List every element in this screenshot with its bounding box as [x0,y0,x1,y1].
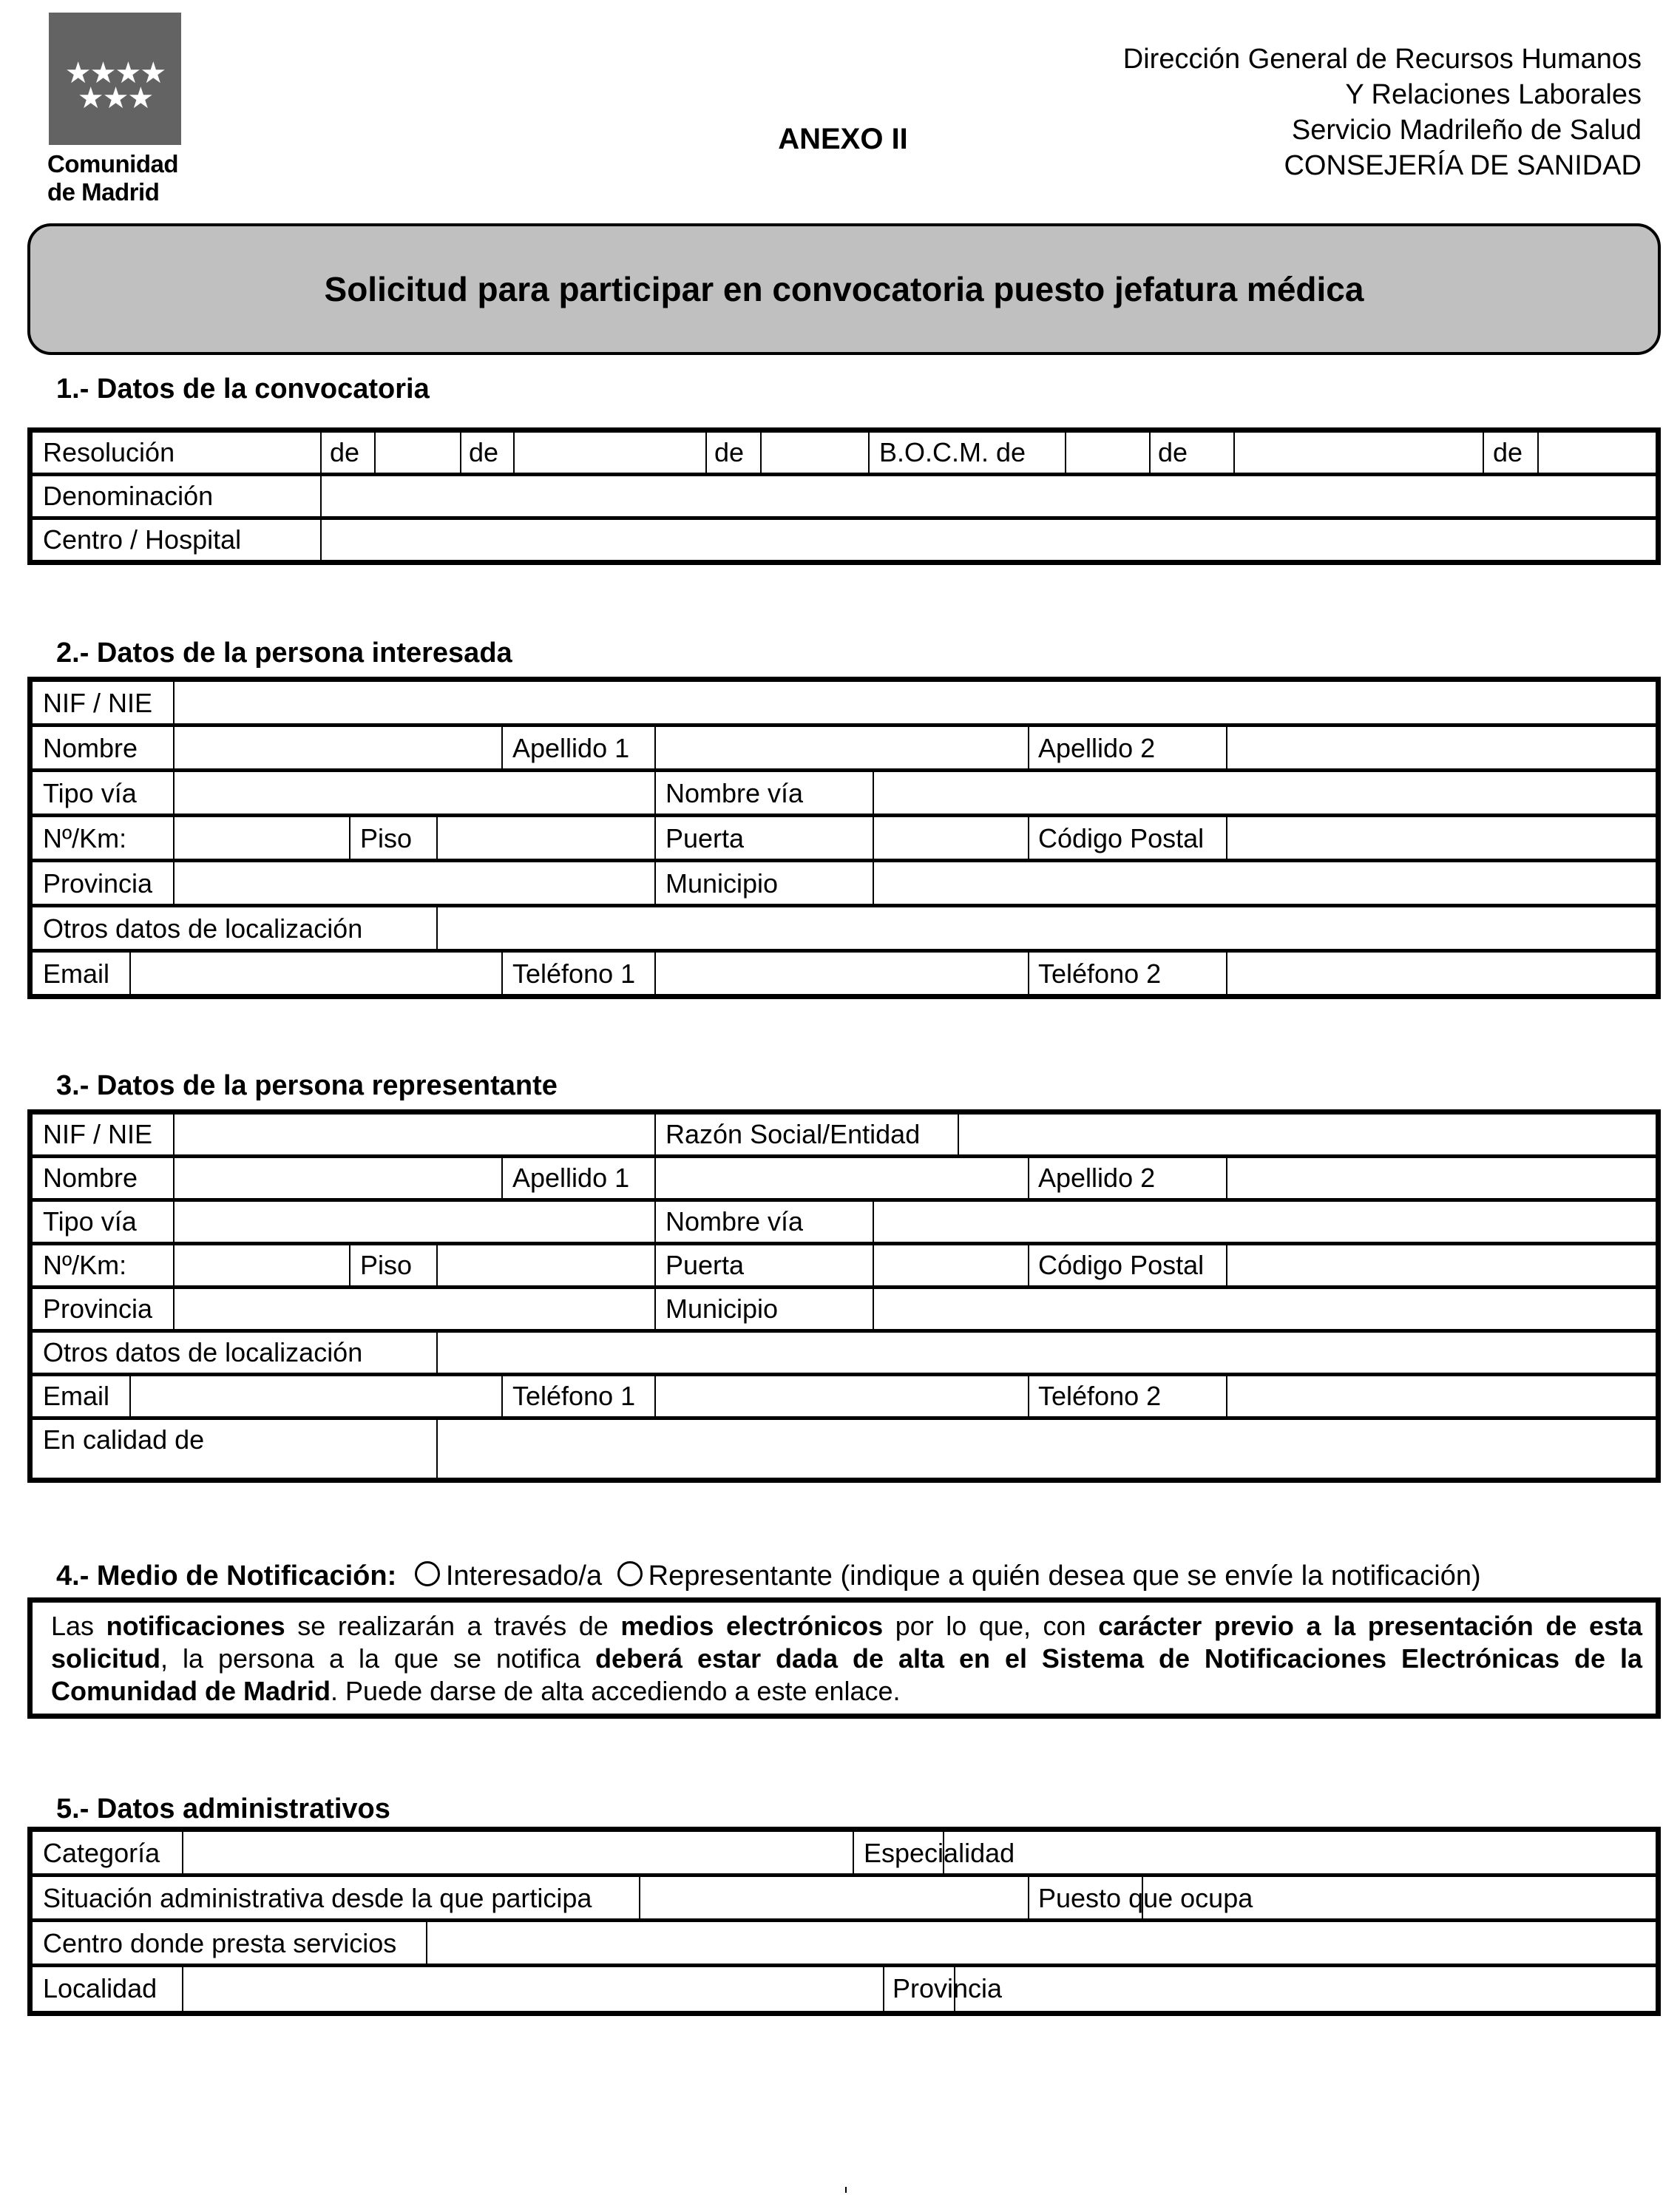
email-field[interactable] [131,953,501,994]
de-label: de [714,437,745,467]
telefono1-label: Teléfono 1 [512,958,636,989]
section5-heading: 5.- Datos administrativos [56,1793,390,1824]
puerta-label: Puerta [665,823,745,853]
notification-method-line [56,1560,1481,1592]
email-label: Email [43,1381,110,1411]
rep-nombre-via-field[interactable] [874,1202,1656,1242]
telefono1-label: Teléfono 1 [512,1381,636,1411]
en-calidad-field[interactable] [438,1420,1656,1478]
rep-tipo-via-field[interactable] [175,1202,654,1242]
bocm-month-field[interactable] [1235,433,1483,473]
telefono2-label: Teléfono 2 [1038,958,1162,989]
provincia-label: Provincia [43,1293,153,1324]
de-label: de [1493,437,1523,467]
telefono1-field[interactable] [656,953,1028,994]
annex-label: ANEXO II [778,123,908,155]
piso-field[interactable] [438,817,654,859]
apellido1-field[interactable] [656,727,1028,768]
centro-servicios-label: Centro donde presta servicios [43,1928,397,1958]
organization-block: Dirección General de Recursos Humanos Y Relaciones Laborales Servicio Madrileño de Salud CONSEJERÍA DE SANIDAD [1122,44,1642,181]
localidad-label: Localidad [43,1973,158,2003]
logo-text: Comunidad de Madrid [47,150,178,206]
email-label: Email [43,958,110,989]
telefono2-label: Teléfono 2 [1038,1381,1162,1411]
rep-nif-field[interactable] [175,1115,654,1154]
especialidad-field[interactable] [944,1832,1656,1873]
tipo-via-label: Tipo vía [43,1206,137,1237]
apellido1-label: Apellido 1 [512,1163,630,1193]
nif-label: NIF / NIE [43,1119,153,1149]
denominacion-field[interactable] [322,476,1656,516]
categoria-label: Categoría [43,1838,160,1868]
resolucion-year-field[interactable] [762,433,868,473]
radio-representante-label: Representante [648,1560,833,1592]
administrativos-grid [27,1827,1661,2016]
nombre-label: Nombre [43,733,138,763]
nombre-via-label: Nombre vía [665,778,804,808]
otros-datos-field[interactable] [438,907,1656,949]
otros-datos-label: Otros datos de localización [43,1337,363,1367]
municipio-label: Municipio [665,1293,779,1324]
numero-km-label: Nº/Km: [43,1250,127,1280]
radio-interesado-label: Interesado/a [445,1560,603,1592]
page-mark [845,2187,847,2193]
provincia-label: Provincia [43,868,153,899]
centro-hospital-field[interactable] [322,520,1656,560]
telefono2-field[interactable] [1227,953,1656,994]
interesada-grid [27,677,1661,999]
situacion-field[interactable] [640,1877,1028,1918]
rep-apellido1-field[interactable] [656,1158,1028,1198]
de-label: de [330,437,360,467]
rep-piso-field[interactable] [438,1245,654,1285]
radio-interesado[interactable] [415,1561,440,1586]
denominacion-label: Denominación [43,481,214,511]
municipio-field[interactable] [874,862,1656,904]
municipio-label: Municipio [665,868,779,899]
rep-codigo-postal-field[interactable] [1227,1245,1656,1285]
representante-grid [27,1109,1661,1483]
especialidad-label: Especialidad [864,1838,1015,1868]
rep-municipio-field[interactable] [874,1289,1656,1329]
puesto-label: Puesto que ocupa [1038,1883,1253,1913]
categoria-field[interactable] [183,1832,853,1873]
numero-km-label: Nº/Km: [43,823,127,853]
resolucion-month-field[interactable] [515,433,705,473]
nif-label: NIF / NIE [43,688,153,718]
codigo-postal-label: Código Postal [1038,823,1205,853]
codigo-postal-field[interactable] [1227,817,1656,859]
rep-email-field[interactable] [131,1376,501,1416]
comunidad-madrid-logo [49,13,181,145]
section3-heading: 3.- Datos de la persona representante [56,1070,558,1101]
rep-telefono1-field[interactable] [656,1376,1028,1416]
puerta-field[interactable] [874,817,1028,859]
rep-telefono2-field[interactable] [1227,1376,1656,1416]
nombre-label: Nombre [43,1163,138,1193]
rep-apellido2-field[interactable] [1227,1158,1656,1198]
bocm-label: B.O.C.M. de [879,437,1026,467]
provincia-label: Provincia [892,1973,1003,2003]
apellido2-label: Apellido 2 [1038,1163,1156,1193]
otros-datos-label: Otros datos de localización [43,913,363,944]
nif-field[interactable] [175,682,1656,723]
section1-heading: 1.- Datos de la convocatoria [56,373,430,405]
situacion-label: Situación administrativa desde la que participa [43,1883,592,1913]
de-label: de [1158,437,1188,467]
rep-puerta-field[interactable] [874,1245,1028,1285]
de-label: de [469,437,499,467]
bocm-year-field[interactable] [1539,433,1656,473]
apellido2-field[interactable] [1227,727,1656,768]
admin-provincia-field[interactable] [955,1967,1656,2011]
nombre-via-field[interactable] [874,772,1656,814]
rep-numero-km-field[interactable] [175,1245,349,1285]
document-title: Solicitud para participar en convocatoria puesto jefatura médica [324,270,1364,308]
resolucion-day-field[interactable] [376,433,460,473]
stars-icon: ★★★ [77,82,153,115]
radio-representante[interactable] [617,1561,643,1586]
puesto-field[interactable] [1143,1877,1656,1918]
piso-label: Piso [360,823,413,853]
resolucion-label: Resolución [43,437,175,467]
en-calidad-label: En calidad de [43,1424,205,1455]
localidad-field[interactable] [183,1967,883,2011]
section4-heading: 4.- Medio de Notificación: [56,1560,397,1592]
centro-servicios-field[interactable] [427,1922,1656,1964]
centro-hospital-label: Centro / Hospital [43,524,242,555]
document-title-box [27,223,1661,355]
stars-icon: ★★★★ [64,57,166,89]
apellido2-label: Apellido 2 [1038,733,1156,763]
puerta-label: Puerta [665,1250,745,1280]
rep-provincia-field[interactable] [175,1289,654,1329]
notification-hint: (indique a quién desea que se envíe la notificación) [840,1560,1481,1592]
notification-notice-box [27,1597,1661,1719]
razon-social-field[interactable] [959,1115,1656,1154]
rep-nombre-field[interactable] [175,1158,501,1198]
nombre-field[interactable] [175,727,501,768]
codigo-postal-label: Código Postal [1038,1250,1205,1280]
notification-notice-text: Las notificaciones se realizarán a través de medios electrónicos por lo que, con carácter previo a la presentación de esta solicitud, la persona a la que se notifica deberá estar dada de alta en el Sistema de Notificaciones Electrónicas de la Comunidad de Madrid. Puede darse de alta accediendo a este enlace. [51,1611,1643,1706]
section2-heading: 2.- Datos de la persona interesada [56,637,512,669]
razon-social-label: Razón Social/Entidad [665,1119,921,1149]
convocatoria-grid [27,427,1661,565]
piso-label: Piso [360,1250,413,1280]
apellido1-label: Apellido 1 [512,733,630,763]
bocm-day-field[interactable] [1066,433,1149,473]
rep-otros-datos-field[interactable] [438,1333,1656,1373]
tipo-via-field[interactable] [175,772,654,814]
numero-km-field[interactable] [175,817,349,859]
provincia-field[interactable] [175,862,654,904]
tipo-via-label: Tipo vía [43,778,137,808]
nombre-via-label: Nombre vía [665,1206,804,1237]
